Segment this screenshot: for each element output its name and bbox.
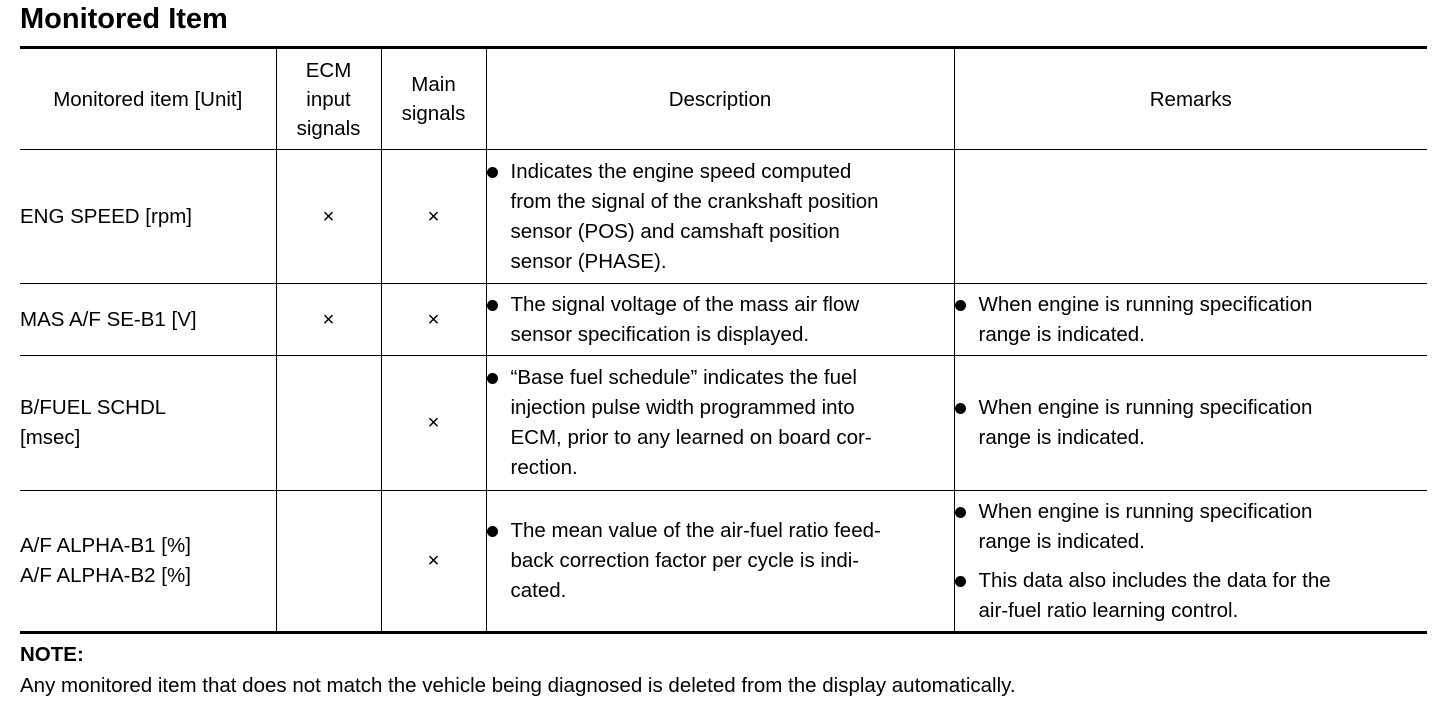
table-header-row xyxy=(20,48,1427,150)
header-remarks: Remarks xyxy=(954,48,1427,150)
main-signal-mark: × xyxy=(381,150,486,284)
remarks-cell xyxy=(954,284,1427,356)
monitored-item-cell: A/F ALPHA-B1 [%] A/F ALPHA-B2 [%] xyxy=(20,491,276,633)
remarks-cell xyxy=(954,491,1427,633)
monitored-item-cell: ENG SPEED [rpm] xyxy=(20,150,276,284)
description-cell xyxy=(486,491,954,633)
remarks-cell xyxy=(954,356,1427,491)
table-row xyxy=(20,284,1427,356)
remark-bullet: When engine is running specification range is indicated. xyxy=(955,497,1428,557)
remarks-cell xyxy=(954,150,1427,284)
table-row xyxy=(20,491,1427,633)
description-bullet: Indicates the engine speed computed from the signal of the crankshaft position sensor (POS) and camshaft position sensor (PHASE). xyxy=(487,157,954,277)
description-bullet: The mean value of the air-fuel ratio feed- back correction factor per cycle is indi- cated. xyxy=(487,516,954,606)
ecm-input-mark xyxy=(276,491,381,633)
note-heading: NOTE: xyxy=(20,643,84,666)
description-cell xyxy=(486,284,954,356)
header-description: Description xyxy=(486,48,954,150)
table-row xyxy=(20,150,1427,284)
main-signal-mark: × xyxy=(381,356,486,491)
header-ecm-input-signals: ECM input signals xyxy=(276,48,381,150)
remark-bullet: This data also includes the data for the air-fuel ratio learning control. xyxy=(955,566,1428,626)
main-signal-mark: × xyxy=(381,284,486,356)
description-bullet: “Base fuel schedule” indicates the fuel injection pulse width programmed into ECM, prior to any learned on board cor- rection. xyxy=(487,363,954,483)
description-cell xyxy=(486,150,954,284)
header-main-signals: Main signals xyxy=(381,48,486,150)
description-cell xyxy=(486,356,954,491)
table-row xyxy=(20,356,1427,491)
main-signal-mark: × xyxy=(381,491,486,633)
monitored-item-cell: MAS A/F SE-B1 [V] xyxy=(20,284,276,356)
page-title: Monitored Item xyxy=(20,3,228,35)
ecm-input-mark xyxy=(276,356,381,491)
note-text: Any monitored item that does not match the vehicle being diagnosed is deleted from the display automatically. xyxy=(20,674,1016,697)
monitored-item-table xyxy=(20,46,1427,634)
header-monitored-item: Monitored item [Unit] xyxy=(20,48,276,150)
remark-bullet: When engine is running specification range is indicated. xyxy=(955,393,1428,453)
description-bullet: The signal voltage of the mass air flow sensor specification is displayed. xyxy=(487,290,954,350)
remark-bullet: When engine is running specification range is indicated. xyxy=(955,290,1428,350)
ecm-input-mark: × xyxy=(276,150,381,284)
monitored-item-cell: B/FUEL SCHDL [msec] xyxy=(20,356,276,491)
ecm-input-mark: × xyxy=(276,284,381,356)
